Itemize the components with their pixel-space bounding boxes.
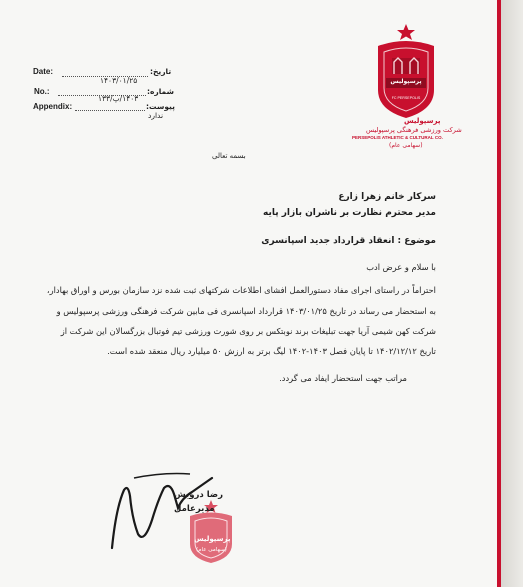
- body-line: شرکت کهن شیمی آریا جهت تبلیغات برند نوبتکس بر روی شورت ورزشی تیم فوتبال بزرگسالان این شرکت از: [60, 326, 436, 336]
- greeting: با سلام و عرض ادب: [366, 262, 436, 272]
- appendix-line: [75, 110, 145, 111]
- closing-line: مراتب جهت استحضار ایفاد می گردد.: [279, 373, 407, 383]
- date-label-fa: تاریخ:: [150, 67, 172, 76]
- logo-club-name-en: FC PERSEPOLIS: [391, 96, 421, 100]
- appendix-value: ندارد: [148, 111, 164, 120]
- body-line: احتراماً در راستای اجرای مفاد دستورالعمل افشای اطلاعات شرکتهای ثبت شده نزد سازمان بورس و اوراق بهادار،: [46, 285, 436, 295]
- company-short-name: پرسپولیس: [404, 117, 441, 125]
- date-label-en: Date:: [33, 67, 54, 76]
- club-logo: [368, 22, 444, 122]
- company-full-name-en: PERSEPOLIS ATHLETIC & CULTURAL CO.: [352, 135, 443, 140]
- appendix-label-fa: پیوست:: [146, 102, 175, 111]
- recipient-title: مدیر محترم نظارت بر ناشران بازار پایه: [263, 208, 436, 218]
- date-value: ۱۴۰۳/۰۱/۲۵: [100, 76, 138, 85]
- body-line: به استحضار می رساند در تاریخ ۱۴۰۳/۰۱/۲۵ قرارداد اسپانسری فی مابین شرکت فرهنگی ورزشی پرسپولیس و: [56, 306, 436, 316]
- letter-subject: موضوع : انعقاد قرارداد جدید اسپانسری: [261, 236, 436, 246]
- number-value: ۱۴۰۳/پ/۱۳۳: [98, 94, 139, 103]
- seal-company-type: (سهامی عام): [196, 547, 227, 553]
- basmala: بسمه تعالی: [212, 152, 246, 160]
- page-shadow: [501, 0, 523, 587]
- company-type: (سهامی عام): [389, 142, 423, 149]
- signature-block: [94, 448, 254, 568]
- persepolis-crest-icon: [368, 22, 444, 122]
- appendix-label-en: Appendix:: [33, 102, 73, 111]
- body-line: تاریخ ۱۴۰۲/۱۲/۱۲ تا پایان فصل ۱۴۰۳-۱۴۰۲ لیگ برتر به ارزش ۵۰ میلیارد ریال منعقد شده است.: [107, 346, 436, 356]
- signatory-title: مدیرعامل: [174, 504, 215, 514]
- seal-club-name: پرسپولیس: [194, 535, 231, 543]
- recipient-name: سرکار خانم زهرا زارع: [338, 192, 436, 202]
- signatory-name: رضا درویش: [174, 490, 224, 500]
- number-label-en: No.:: [34, 87, 50, 96]
- logo-club-name-fa: پرسپولیس: [390, 78, 422, 85]
- company-full-name-fa: شرکت ورزشی فرهنگی پرسپولیس: [366, 126, 462, 134]
- number-label-fa: شماره:: [147, 87, 174, 96]
